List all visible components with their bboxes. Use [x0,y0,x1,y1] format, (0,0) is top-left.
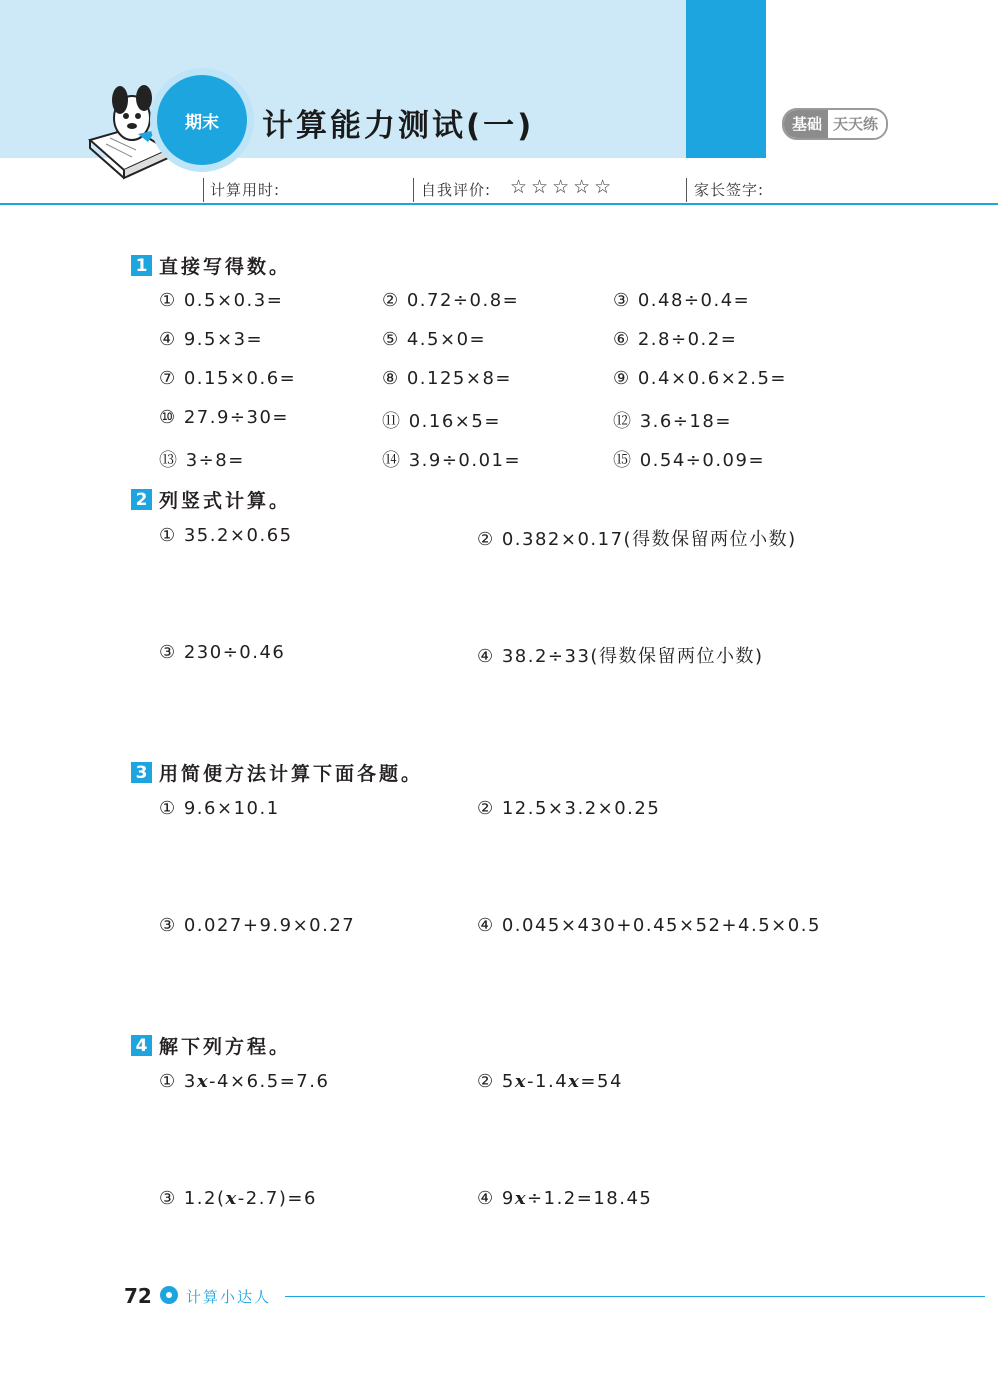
header-rule [0,203,998,205]
divider [686,178,687,202]
equation-item: ④ 9x÷1.2=18.45 [477,1188,653,1209]
problem-item: ② 0.382×0.17(得数保留两位小数) [477,529,797,550]
problem-item: ④ 0.045×430+0.45×52+4.5×0.5 [477,915,821,936]
problem-item: ⑭ 3.9÷0.01= [382,450,522,471]
section-number: 3 [131,762,152,783]
problem-item: ⑨ 0.4×0.6×2.5= [613,368,787,389]
level-badge [782,108,888,140]
section-3-heading [131,759,423,786]
problem-item: ③ 0.027+9.9×0.27 [159,915,356,936]
problem-item: ⑥ 2.8÷0.2= [613,329,738,350]
problem-item: ⑬ 3÷8= [159,450,245,471]
page-title: 计算能力测试(一) [262,108,535,144]
section-title: 列竖式计算。 [159,490,292,512]
footer-rule [285,1296,985,1297]
problem-item: ⑩ 27.9÷30= [159,407,290,428]
section-2-heading [131,486,291,513]
page-number: 72 [124,1284,152,1308]
problem-item: ④ 9.5×3= [159,329,264,350]
rating-stars[interactable]: ☆☆☆☆☆ [510,176,616,198]
badge-left: 基础 [784,110,828,138]
section-number: 1 [131,255,152,276]
time-label: 计算用时: [210,181,281,199]
problem-item: ① 0.5×0.3= [159,290,284,311]
problem-item: ③ 0.48÷0.4= [613,290,751,311]
problem-item: ⑮ 0.54÷0.09= [613,450,766,471]
section-title: 解下列方程。 [159,1036,292,1058]
problem-item: ① 35.2×0.65 [159,525,293,546]
self-eval-label: 自我评价: [421,181,492,199]
problem-item: ③ 230÷0.46 [159,642,286,663]
section-title: 直接写得数。 [159,256,292,278]
problem-item: ⑤ 4.5×0= [382,329,487,350]
problem-item: ⑧ 0.125×8= [382,368,513,389]
problem-item: ⑦ 0.15×0.6= [159,368,297,389]
section-number: 4 [131,1035,152,1056]
bullet-dot-center [166,1292,172,1298]
term-tag: 期末 [157,75,247,165]
problem-item: ⑫ 3.6÷18= [613,411,732,432]
section-title: 用简便方法计算下面各题。 [159,763,424,785]
header-accent-block [686,0,766,158]
equation-item: ③ 1.2(x-2.7)=6 [159,1188,317,1209]
badge-right: 天天练 [828,110,886,138]
problem-item: ② 0.72÷0.8= [382,290,520,311]
parent-sign-label: 家长签字: [694,181,765,199]
problem-item: ⑪ 0.16×5= [382,411,501,432]
problem-item: ② 12.5×3.2×0.25 [477,798,661,819]
section-1-heading [131,252,291,279]
section-4-heading [131,1032,291,1059]
equation-item: ② 5x-1.4x=54 [477,1071,623,1092]
divider [413,178,414,202]
problem-item: ① 9.6×10.1 [159,798,280,819]
section-number: 2 [131,489,152,510]
divider [203,178,204,202]
footer-text: 计算小达人 [186,1288,272,1306]
equation-item: ① 3x-4×6.5=7.6 [159,1071,330,1092]
problem-item: ④ 38.2÷33(得数保留两位小数) [477,646,764,667]
